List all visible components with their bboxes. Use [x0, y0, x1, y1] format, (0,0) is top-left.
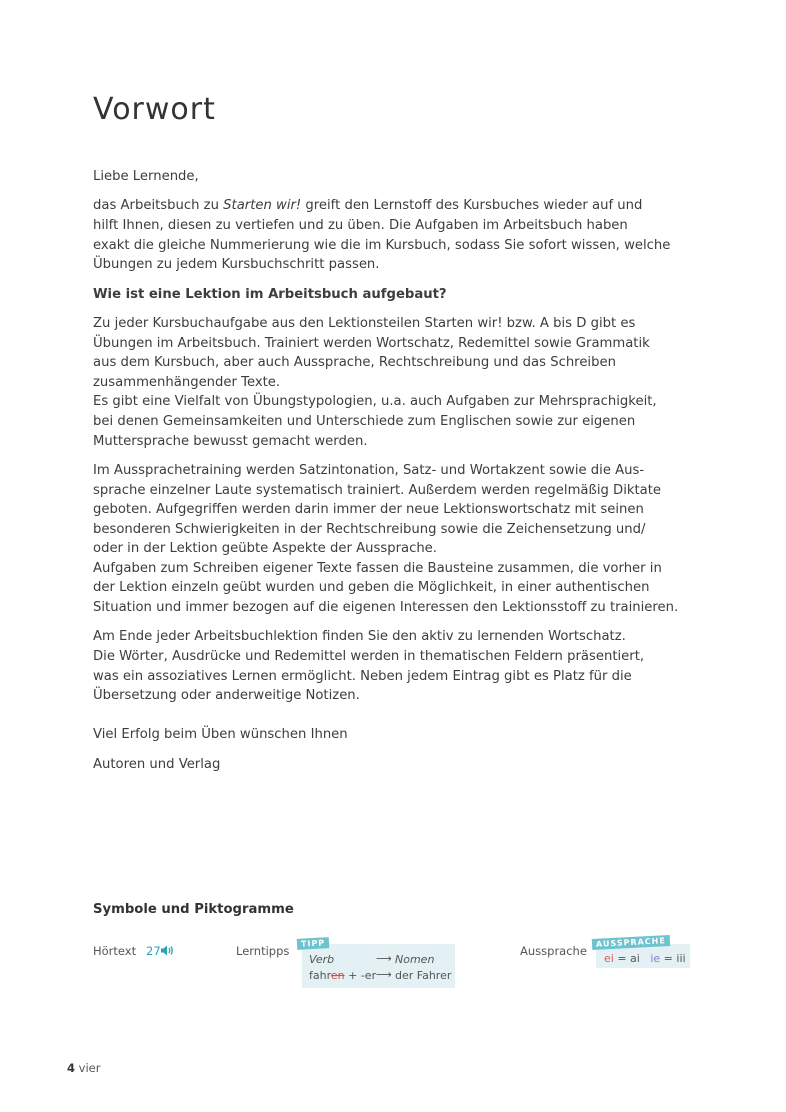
hoertext-label: Hörtext: [93, 944, 137, 958]
page-number-word: vier: [75, 1061, 101, 1075]
book-title: Starten wir!: [223, 198, 302, 214]
paragraph-structure: [93, 314, 663, 451]
paragraph-line: besonderen Schwierigkeiten in der Rechtschreibung sowie die Zeichensetzung und/: [93, 521, 646, 537]
paragraph-intro: [93, 196, 671, 274]
paragraph-line: sprache einzelner Laute systematisch trainiert. Außerdem werden regelmäßig Diktate: [93, 482, 662, 498]
aussprache-tag: AUSSPRACHE: [592, 935, 670, 950]
signature: Autoren und Verlag: [93, 756, 221, 772]
paragraph-line: Im Aussprachetraining werden Satzintonation, Satz- und Wortakzent sowie die Aus-: [93, 462, 645, 478]
paragraph-line: geboten. Aufgegriffen werden darin immer der neue Lektionswortschatz mit seinen: [93, 502, 644, 518]
paragraph-line: der Lektion einzeln geübt wurden und geben die Möglichkeit, in einer authentischen: [93, 580, 650, 596]
paragraph-line: Übungen im Arbeitsbuch. Trainiert werden Wortschatz, Redemittel sowie Grammatik: [93, 335, 650, 351]
greeting: Liebe Lernende,: [93, 169, 199, 184]
paragraph-line: exakt die gleiche Nummerierung wie die im Kursbuch, sodass Sie sofort wissen, welche: [93, 237, 671, 253]
tipp-stem: fahr: [309, 969, 331, 982]
sound-ie: ie: [650, 952, 661, 965]
page-footer: [67, 1061, 100, 1075]
paragraph-line: hilft Ihnen, diesen zu vertiefen und zu üben. Die Aufgaben im Arbeitsbuch haben: [93, 217, 628, 233]
spacer: [93, 716, 663, 726]
tipp-arrow: ⟶: [376, 968, 392, 981]
text-run: greift den Lernstoff des Kursbuches wieder auf und: [301, 198, 643, 214]
paragraph-pronunciation: [93, 461, 679, 618]
symbols-heading: Symbole und Piktogramme: [93, 902, 294, 917]
tipp-tag: TIPP: [297, 937, 330, 950]
tipp-struck-ending: en: [330, 969, 345, 982]
sound-ie-value: = iii: [660, 952, 686, 965]
aussprache-label: Aussprache: [520, 944, 587, 958]
paragraph-line: Übersetzung oder anderweitige Notizen.: [93, 688, 360, 704]
speaker-icon: [160, 944, 174, 957]
text-run: das Arbeitsbuch zu: [93, 198, 224, 214]
paragraph-line: zusammenhängender Texte.: [93, 374, 281, 390]
tipp-verb: Verb: [309, 953, 335, 966]
paragraph-line: Muttersprache bewusst gemacht werden.: [93, 433, 368, 449]
paragraph-line: Aufgaben zum Schreiben eigener Texte fassen die Bausteine zusammen, die vorher in: [93, 560, 662, 576]
paragraph-line: was ein assoziatives Lernen ermöglicht. Neben jedem Eintrag gibt es Platz für die: [93, 668, 632, 684]
tipp-suffix: + -er: [344, 969, 377, 982]
tipp-nomen-text: Nomen: [395, 953, 435, 966]
paragraph-line: Die Wörter, Ausdrücke und Redemittel werden in thematischen Feldern präsentiert,: [93, 649, 645, 665]
paragraph-line: Situation und immer bezogen auf die eigenen Interessen den Lektionsstoff zu trainieren.: [93, 600, 679, 616]
sound-ei-value: = ai: [613, 952, 640, 965]
lerntipps-label: Lerntipps: [236, 944, 290, 958]
tipp-row-verb: [309, 953, 334, 966]
paragraph-line: [93, 196, 663, 216]
closing-line: Viel Erfolg beim Üben wünschen Ihnen: [93, 727, 348, 743]
tipp-result: der Fahrer: [395, 969, 452, 982]
audio-track-number: 27: [146, 944, 161, 958]
paragraph-vocabulary: [93, 627, 663, 705]
tipp-nomen: [395, 953, 434, 966]
body-text: [93, 167, 679, 784]
paragraph-line: Am Ende jeder Arbeitsbuchlektion finden Sie den aktiv zu lernenden Wortschatz.: [93, 629, 626, 645]
paragraph-line: Übungen zu jedem Kursbuchschritt passen.: [93, 257, 380, 273]
paragraph-line: aus dem Kursbuch, aber auch Aussprache, Rechtschreibung und das Schreiben: [93, 355, 616, 371]
paragraph-line: Zu jeder Kursbuchaufgabe aus den Lektionsteilen Starten wir! bzw. A bis D gibt es: [93, 315, 636, 331]
tipp-arrow: ⟶: [376, 952, 392, 965]
paragraph-line: Es gibt eine Vielfalt von Übungstypologien, u.a. auch Aufgaben zur Mehrsprachigkeit,: [93, 394, 657, 410]
sound-ei: ei: [604, 952, 614, 965]
paragraph-line: oder in der Lektion geübte Aspekte der Aussprache.: [93, 541, 437, 557]
tipp-row-example: [309, 969, 376, 982]
aussprache-example: [604, 952, 686, 965]
section-subheading: Wie ist eine Lektion im Arbeitsbuch aufgebaut?: [93, 286, 447, 302]
page-number: 4: [67, 1061, 76, 1075]
paragraph-line: bei denen Gemeinsamkeiten und Unterschiede zum Englischen sowie zur eigenen: [93, 413, 636, 429]
page-title: Vorwort: [93, 92, 216, 127]
